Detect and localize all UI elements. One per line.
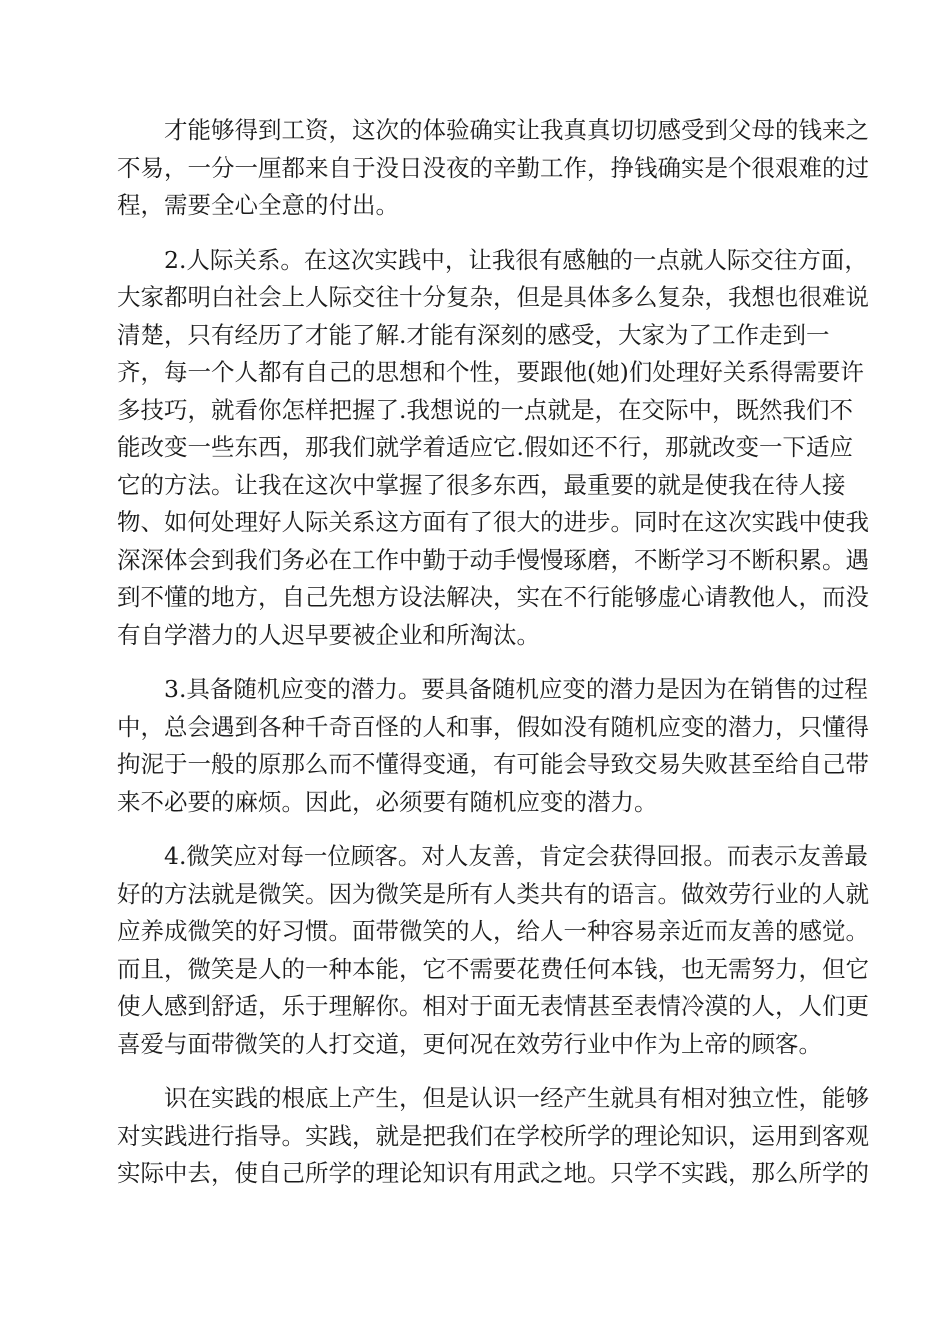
text-line: 才能够得到工资，这次的体验确实让我真真切切感受到父母的钱来之 [164,116,869,144]
text-line: 到不懂的地方，自己先想方设法解决，实在不行能够虚心请教他人，而没 [117,583,869,611]
text-line: 有自学潜力的人迟早要被企业和所淘汰。 [117,620,540,649]
text-line: 4.微笑应对每一位顾客。对人友善，肯定会获得回报。而表示友善最 [164,842,868,870]
text-line: 2.人际关系。在这次实践中，让我很有感触的一点就人际交往方面， [164,245,868,274]
document-page [117,112,869,1210]
text-line: 识在实践的根底上产生，但是认识一经产生就具有相对独立性，能够 [164,1084,869,1112]
text-line: 程，需要全心全意的付出。 [117,191,399,219]
text-line: 拘泥于一般的原那么而不懂得变通，有可能会导致交易失败甚至给自己带 [117,750,869,778]
text-line: 而且，微笑是人的一种本能，它不需要花费任何本钱，也无需努力，但它 [117,954,869,983]
text-line: 清楚，只有经历了才能了解.才能有深刻的感受，大家为了工作走到一 [117,320,830,349]
text-line: 对实践进行指导。实践，就是把我们在学校所学的理论知识，运用到客观 [117,1121,869,1150]
text-line: 物、如何处理好人际关系这方面有了很大的进步。同时在这次实践中使我 [117,508,869,536]
text-line: 齐，每一个人都有自己的思想和个性，要跟他(她)们处理好关系得需要许 [117,358,864,386]
text-line: 使人感到舒适，乐于理解你。相对于面无表情甚至表情冷漠的人，人们更 [117,992,869,1020]
text-line: 喜爱与面带微笑的人打交道，更何况在效劳行业中作为上帝的顾客。 [117,1029,822,1058]
text-line: 好的方法就是微笑。因为微笑是所有人类共有的语言。做效劳行业的人就 [117,879,869,908]
text-line: 深深体会到我们务必在工作中勤于动手慢慢琢磨，不断学习不断积累。遇 [117,545,869,574]
text-line: 能改变一些东西，那我们就学着适应它.假如还不行，那就改变一下适应 [117,433,853,461]
text-line: 中，总会遇到各种千奇百怪的人和事，假如没有随机应变的潜力，只懂得 [117,712,869,741]
text-line: 不易，一分一厘都来自于没日没夜的辛勤工作，挣钱确实是个很艰难的过 [117,153,869,182]
text-line: 大家都明白社会上人际交往十分复杂，但是具体多么复杂，我想也很难说 [117,283,869,311]
paragraph-2 [117,242,869,655]
paragraph-4 [117,838,869,1063]
paragraph-1 [117,112,869,225]
text-line: 应养成微笑的好习惯。面带微笑的人，给人一种容易亲近而友善的感觉。 [117,917,869,945]
paragraph-5 [117,1080,869,1193]
text-line: 实际中去，使自己所学的理论知识有用武之地。只学不实践，那么所学的 [117,1159,869,1187]
text-line: 它的方法。让我在这次中掌握了很多东西，最重要的就是使我在待人接 [117,470,846,499]
paragraph-3 [117,671,869,821]
text-line: 多技巧，就看你怎样把握了.我想说的一点就是，在交际中，既然我们不 [117,395,853,424]
text-line: 来不必要的麻烦。因此，必须要有随机应变的潜力。 [117,787,658,816]
text-line: 3.具备随机应变的潜力。要具备随机应变的潜力是因为在销售的过程 [164,675,868,703]
